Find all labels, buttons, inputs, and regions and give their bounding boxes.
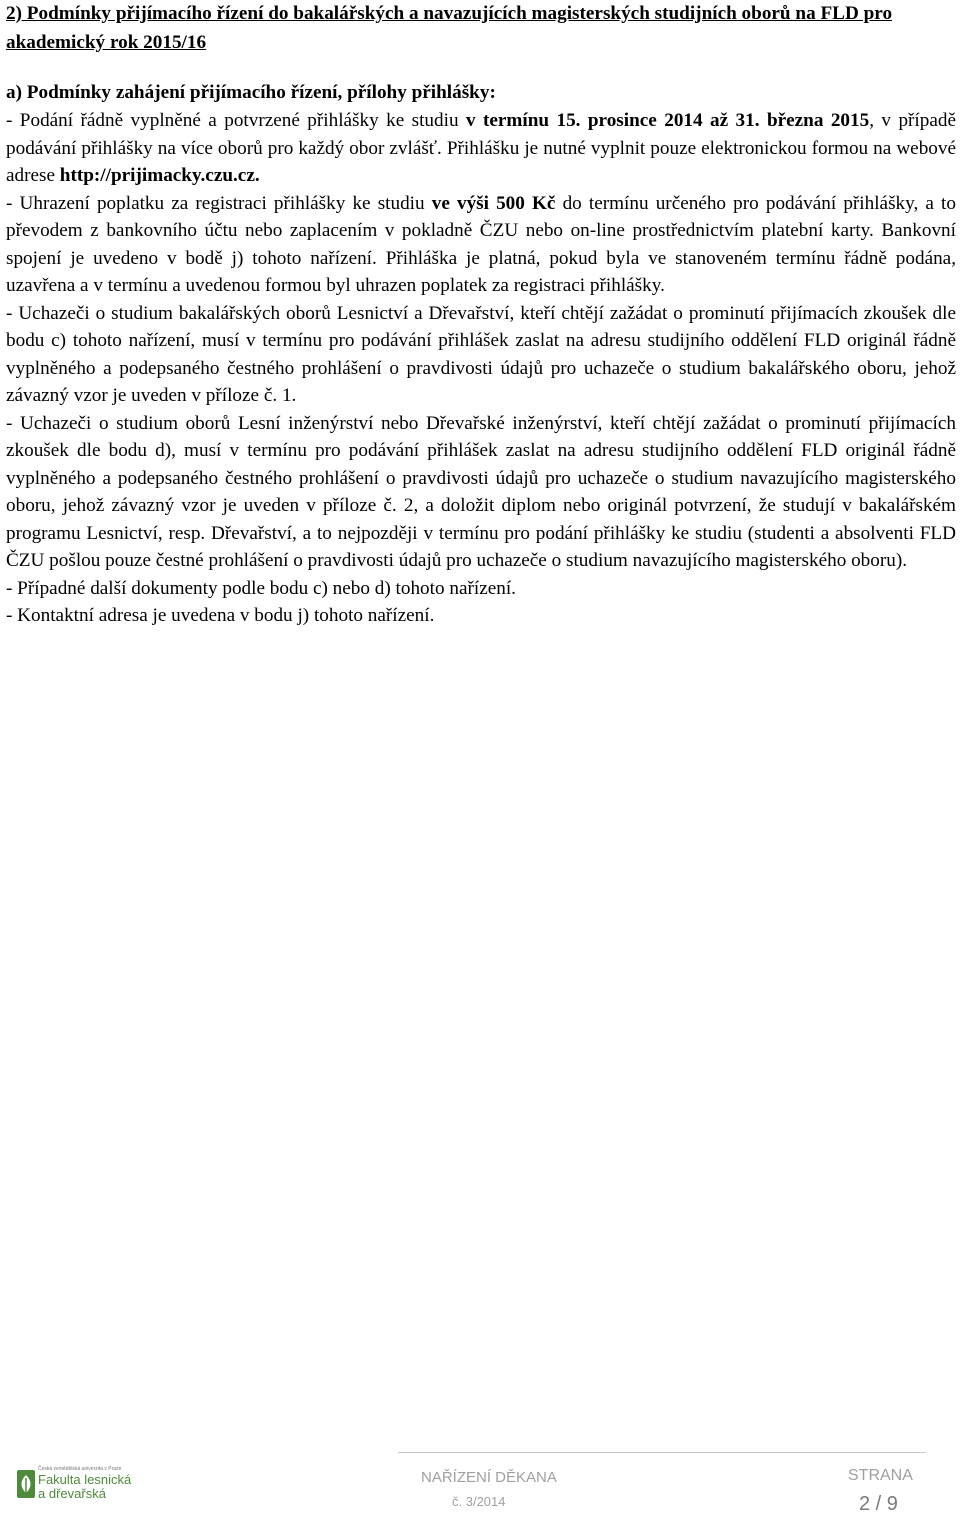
subsection-heading: a) Podmínky zahájení přijímacího řízení, přílohy přihlášky: (6, 82, 496, 103)
paragraph-master-waiver: - Uchazeči o studium oborů Lesní inženýrství nebo Dřevařské inženýrství, kteří chtějí zažádat o prominutí přijímacích zkoušek dle bodu d), musí v termínu pro podávání přihlášek zaslat na adresu studijního oddělení FLD originál řádně vyplněného a podepsaného čestného prohlášení o pravdivosti údajů pro uchazeče o studium navazujícího magisterského oboru, jehož závazný vzor je uveden v příloze č. 2, a doložit diplom nebo originál potvrzení, že studují v bakalářském programu Lesnictví, resp. Dřevařství, a to nejpozději v termínu pro podání přihlášky ke studiu (studenti a absolventi FLD ČZU pošlou pouze čestné prohlášení o pravdivosti údajů pro uchazeče o studium navazujícího magisterského oboru). (6, 412, 956, 571)
text-segment: , v případě podávání přihlášky na více oborů pro každý obor zvlášť. Přihlášku je nutné vyplnit pouze elektronickou formou na webové adrese (6, 110, 956, 186)
section-heading: 2) Podmínky přijímacího řízení do bakalářských a navazujících magisterských studijních oborů na FLD pro akademický rok 2015/16 (6, 3, 893, 53)
logo-line-1: Fakulta lesnická (38, 1472, 132, 1487)
paragraph-other-documents: - Případné další dokumenty podle bodu c) nebo d) tohoto nařízení. (6, 577, 516, 599)
text-segment: - Podání řádně vyplněné a potvrzené přihlášky ke studiu (6, 110, 466, 131)
logo-line-2: a dřevařská (38, 1486, 106, 1501)
document-body (6, 0, 956, 630)
decree-number: č. 3/2014 (452, 1494, 506, 1509)
web-address: http://prijimacky.czu.cz. (59, 165, 260, 186)
footer-divider (398, 1452, 926, 1453)
page-number: 2 / 9 (859, 1493, 898, 1515)
paragraph-application (6, 107, 956, 190)
faculty-logo (16, 1466, 141, 1502)
paragraph-bachelor-waiver: - Uchazeči o studium bakalářských oborů Lesnictví a Dřevařství, kteří chtějí zažádat o prominutí přijímacích zkoušek dle bodu c) tohoto nařízení, musí v termínu pro podávání přihlášek zaslat na adresu studijního oddělení FLD originál řádně vyplněného a podepsaného čestného prohlášení o pravdivosti údajů pro uchazeče o studium bakalářského oboru, jehož závazný vzor je uveden v příloze č. 1. (6, 302, 956, 406)
fee-amount: ve výši 500 Kč (431, 192, 556, 214)
deadline-text: v termínu 15. prosince 2014 až 31. března 2015 (465, 110, 870, 131)
text-segment: - Uhrazení poplatku za registraci přihlášky ke studiu (6, 192, 432, 214)
paragraph-contact-address: - Kontaktní adresa je uvedena v bodu j) tohoto nařízení. (6, 605, 435, 626)
paragraph-fee (6, 190, 956, 300)
logo-university-line: Česká zemědělská univerzita v Praze (38, 1466, 122, 1472)
text-segment: do termínu určeného pro podávání přihlášky, a to převodem z bankovního účtu nebo zaplacením v pokladně ČZU nebo on-line prostřednictvím platební karty. Bankovní spojení je uvedeno v bodě j) tohoto nařízení. Přihláška je platná, pokud byla ve stanoveném termínu řádně podána, uzavřena a v termínu a uvedenou formou byl uhrazen poplatek za registraci přihlášky. (6, 192, 956, 296)
leaf-tree-emblem-icon (16, 1469, 36, 1499)
page-label: STRANA (848, 1467, 913, 1484)
logo-wordmark (38, 1466, 131, 1501)
decree-label: NAŘÍZENÍ DĚKANA (421, 1469, 557, 1486)
